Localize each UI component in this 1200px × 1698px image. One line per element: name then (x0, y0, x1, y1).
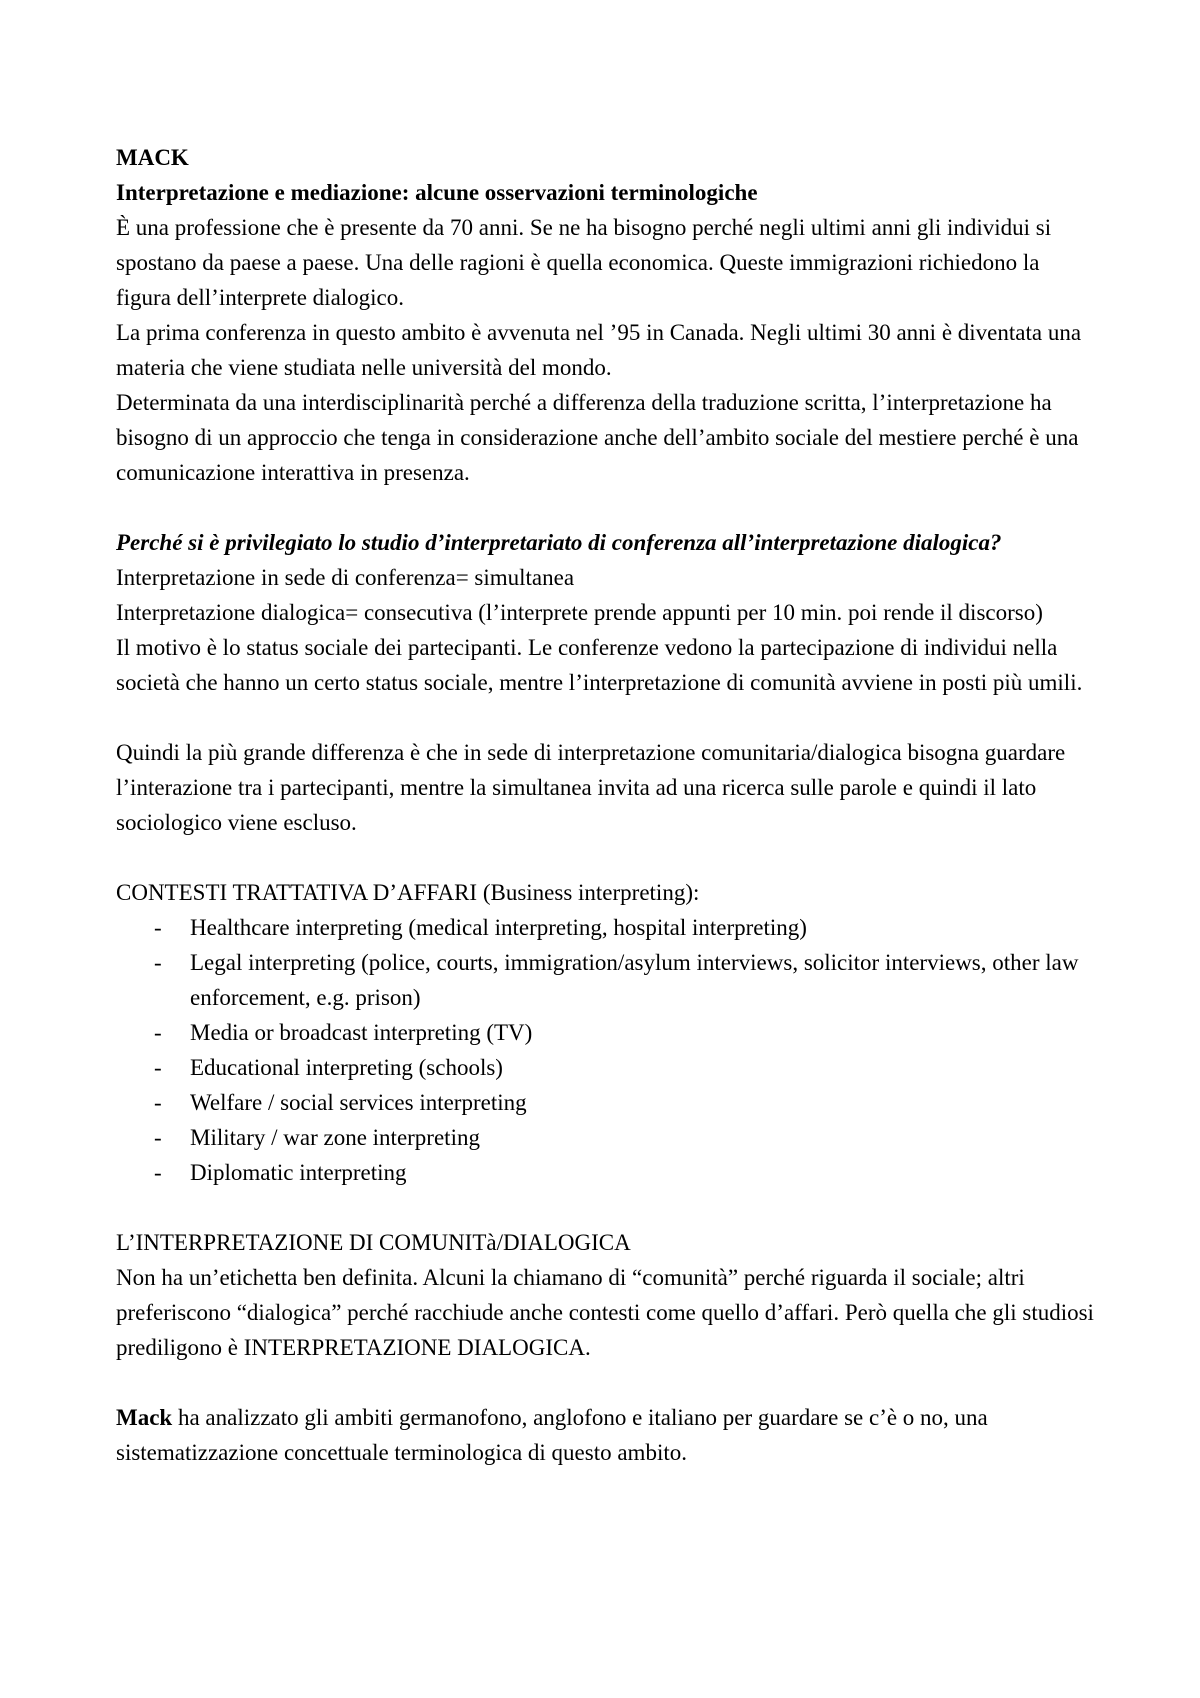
conclusion-paragraph: Quindi la più grande differenza è che in sede di interpretazione comunitaria/dialogica bisogna guardare l’interazione tra i partecipanti, mentre la simultanea invita ad una ricerca sulle parole e quindi il lato sociologico viene escluso. (116, 740, 1066, 835)
intro-paragraph: È una professione che è presente da 70 anni. Se ne ha bisogno perché negli ultimi anni gli individui si spostano da paese a paese. Una delle ragioni è quella economica. Queste immigrazioni richiedono la figura dell’interprete dialogico. (116, 215, 1052, 310)
spacer (116, 1190, 1096, 1225)
list-dash: - (154, 1055, 162, 1080)
list-item (116, 1155, 1096, 1190)
list-dash: - (154, 950, 162, 975)
conference-definition: Interpretazione in sede di conferenza= simultanea (116, 565, 575, 590)
document-page (116, 140, 1096, 1470)
list-item-text: Educational interpreting (schools) (190, 1055, 503, 1080)
list-item (116, 910, 1096, 945)
interdisciplinarity-paragraph: Determinata da una interdisciplinarità perché a differenza della traduzione scritta, l’interpretazione ha bisogno di un approccio che tenga in considerazione anche dell’ambito sociale del mestiere perché è una comunicazione interattiva in presenza. (116, 390, 1079, 485)
list-item (116, 1050, 1096, 1085)
community-heading: L’INTERPRETAZIONE DI COMUNITà/DIALOGICA (116, 1230, 631, 1255)
list-item (116, 1015, 1096, 1050)
contexts-list (116, 910, 1096, 1190)
list-dash: - (154, 1160, 162, 1185)
list-item (116, 1120, 1096, 1155)
spacer (116, 840, 1096, 875)
spacer (116, 1365, 1096, 1400)
community-paragraph: Non ha un’etichetta ben definita. Alcuni la chiamano di “comunità” perché riguarda il sociale; altri preferiscono “dialogica” perché racchiude anche contesti come quello d’affari. Però quella che gli studiosi prediligono è INTERPRETAZIONE DIALOGICA. (116, 1265, 1094, 1360)
contexts-heading: CONTESTI TRATTATIVA D’AFFARI (Business interpreting): (116, 880, 700, 905)
list-item-text: Diplomatic interpreting (190, 1160, 407, 1185)
list-item-text: Media or broadcast interpreting (TV) (190, 1020, 533, 1045)
list-dash: - (154, 1125, 162, 1150)
spacer (116, 700, 1096, 735)
list-dash: - (154, 1020, 162, 1045)
social-status-paragraph: Il motivo è lo status sociale dei partecipanti. Le conferenze vedono la partecipazione di individui nella società che hanno un certo status sociale, mentre l’interpretazione di comunità avviene in posti più umili. (116, 635, 1083, 695)
list-item-text: Healthcare interpreting (medical interpreting, hospital interpreting) (190, 915, 807, 940)
list-dash: - (154, 1090, 162, 1115)
list-item-text: Legal interpreting (police, courts, immigration/asylum interviews, solicitor interviews, other law enforcement, e.g. prison) (190, 950, 1079, 1010)
history-paragraph: La prima conferenza in questo ambito è avvenuta nel ’95 in Canada. Negli ultimi 30 anni è diventata una materia che viene studiata nelle università del mondo. (116, 320, 1082, 380)
dialogic-definition: Interpretazione dialogica= consecutiva (l’interprete prende appunti per 10 min. poi rende il discorso) (116, 600, 1043, 625)
author-name: Mack (116, 1405, 173, 1430)
list-item (116, 1085, 1096, 1120)
final-text: ha analizzato gli ambiti germanofono, anglofono e italiano per guardare se c’è o no, una sistematizzazione concettuale terminologica di questo ambito. (116, 1405, 988, 1465)
final-paragraph (116, 1400, 1096, 1470)
spacer (116, 490, 1096, 525)
section-title: Interpretazione e mediazione: alcune osservazioni terminologiche (116, 180, 758, 205)
list-item-text: Military / war zone interpreting (190, 1125, 480, 1150)
question-heading: Perché si è privilegiato lo studio d’interpretariato di conferenza all’interpretazione dialogica? (116, 530, 1002, 555)
author-heading: MACK (116, 145, 189, 170)
list-item (116, 945, 1096, 1015)
list-item-text: Welfare / social services interpreting (190, 1090, 527, 1115)
list-dash: - (154, 915, 162, 940)
